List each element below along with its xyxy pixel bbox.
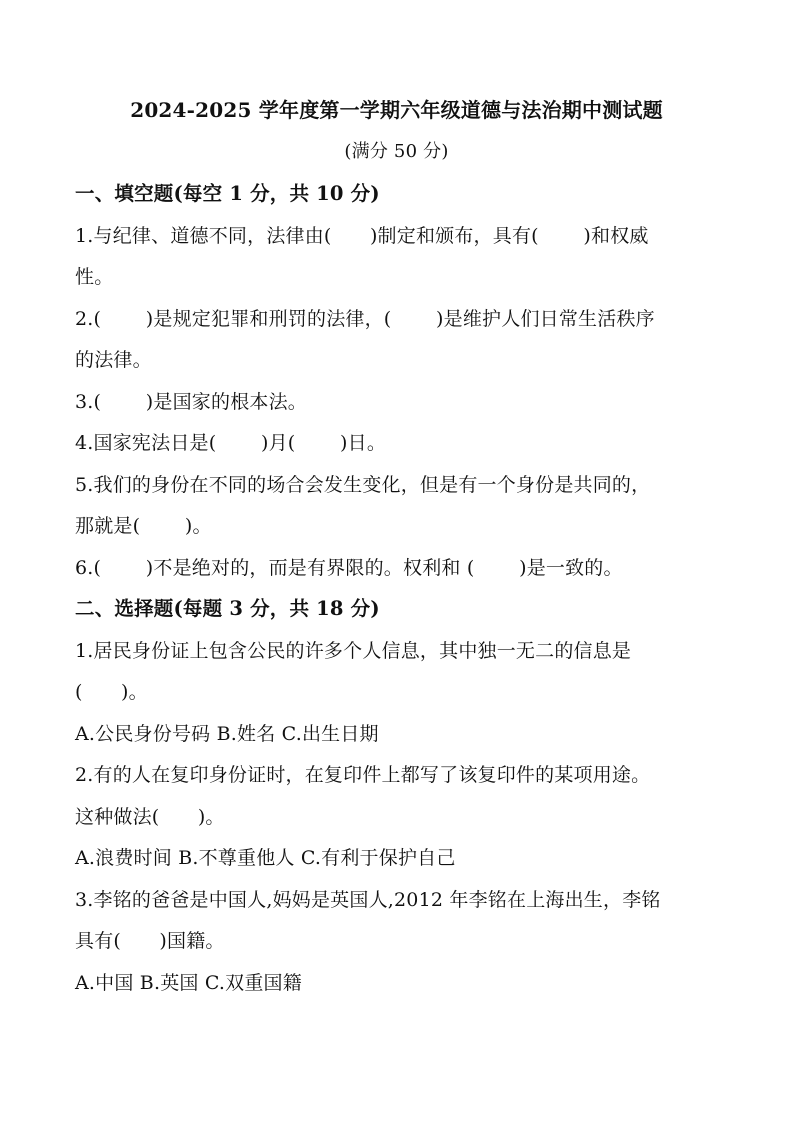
answer-options: A.中国 B.英国 C.双重国籍 (75, 972, 302, 994)
question-line: 1.居民身份证上包含公民的许多个人信息，其中独一无二的信息是 (75, 640, 632, 662)
question-line: 4.国家宪法日是( )月( )日。 (75, 432, 387, 454)
question-line: 的法律。 (75, 349, 152, 371)
question-line: 性。 (75, 266, 114, 288)
question-line: 6.( )不是绝对的，而是有界限的。权利和 ( )是一致的。 (75, 557, 623, 579)
question-line: ( )。 (75, 681, 148, 703)
question-line: 2.有的人在复印身份证时，在复印件上都写了该复印件的某项用途。 (75, 764, 651, 786)
answer-options: A.公民身份号码 B.姓名 C.出生日期 (75, 723, 379, 745)
question-line: 5.我们的身份在不同的场合会发生变化，但是有一个身份是共同的， (75, 474, 651, 496)
answer-options: A.浪费时间 B.不尊重他人 C.有利于保护自己 (75, 847, 456, 869)
page-title: 2024-2025 学年度第一学期六年级道德与法治期中测试题 (130, 98, 663, 122)
question-line: 3.李铭的爸爸是中国人,妈妈是英国人,2012 年李铭在上海出生，李铭 (75, 889, 661, 911)
question-line: 3.( )是国家的根本法。 (75, 391, 307, 413)
question-line: 2.( )是规定犯罪和刑罚的法律，( )是维护人们日常生活秩序 (75, 308, 655, 330)
question-line: 具有( )国籍。 (75, 930, 225, 952)
section-heading-choice: 二、选择题(每题 3 分，共 18 分) (75, 597, 380, 620)
page-subtitle: (满分 50 分) (344, 141, 449, 162)
question-line: 那就是( )。 (75, 515, 212, 537)
section-heading-fill-in: 一、填空题(每空 1 分，共 10 分) (75, 182, 380, 205)
question-line: 这种做法( )。 (75, 806, 225, 828)
question-line: 1.与纪律、道德不同，法律由( )制定和颁布，具有( )和权威 (75, 225, 649, 247)
